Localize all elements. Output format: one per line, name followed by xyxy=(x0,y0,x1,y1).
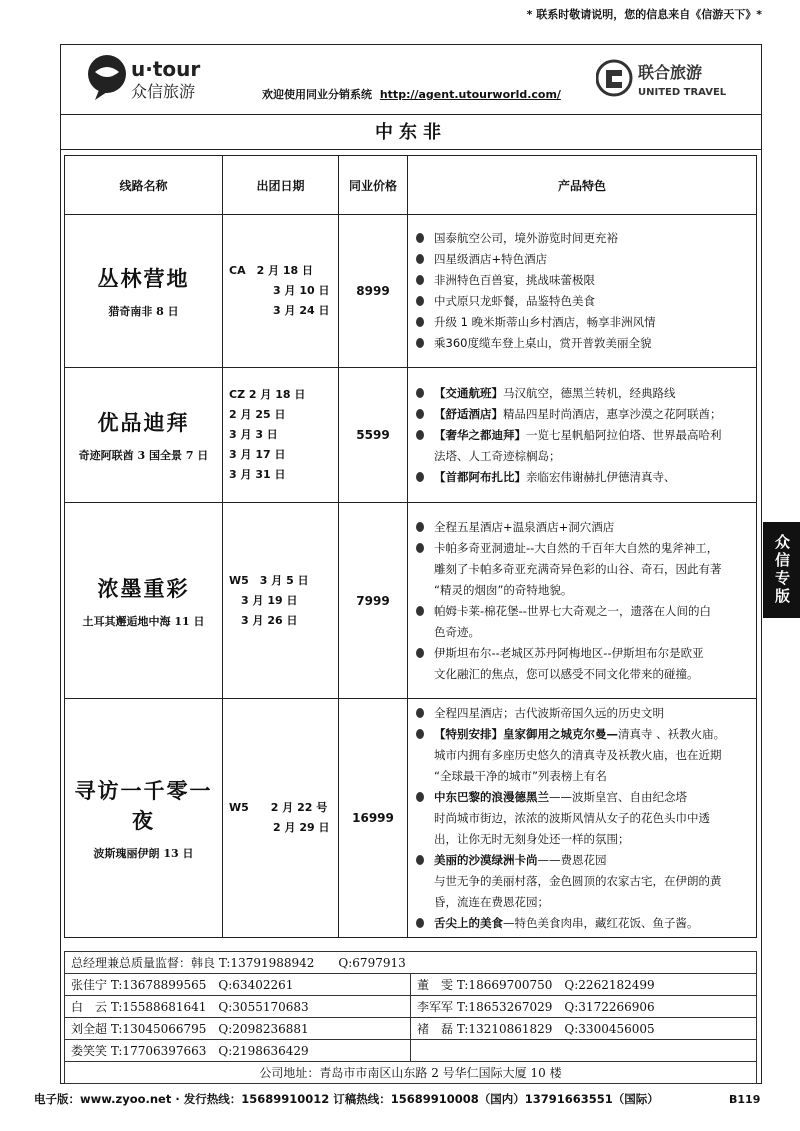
feature-text-wrap xyxy=(434,787,687,808)
feature-text: 色奇迹。 xyxy=(434,624,480,639)
feature-line xyxy=(416,913,750,934)
feature-line xyxy=(416,766,750,787)
feature-text: 升级 1 晚米斯蒂山乡村酒店，畅享非洲风情 xyxy=(434,315,656,329)
feature-highlight: 【奢华之都迪拜】 xyxy=(434,427,526,442)
feature-text: 精品四星时尚酒店，惠享沙漠之花阿联酋； xyxy=(503,406,722,421)
bullet-icon xyxy=(416,792,424,802)
contact-row xyxy=(65,996,757,1018)
departure-date: W5 2 月 22 号 xyxy=(229,801,328,814)
feature-highlight: 中东巴黎的浪漫德黑兰 xyxy=(434,789,549,804)
contact-row xyxy=(65,1040,757,1062)
tour-row xyxy=(65,215,757,368)
united-travel-en: UNITED TRAVEL xyxy=(638,87,727,98)
col-dates: 出团日期 xyxy=(223,156,339,215)
bullet-icon xyxy=(416,275,424,285)
agent-price: 16999 xyxy=(339,699,408,938)
feature-text: ——波斯皇宫、自由纪念塔 xyxy=(549,789,687,804)
contact-row xyxy=(65,974,757,996)
feature-text-wrap xyxy=(434,517,614,538)
utour-logo-text: u·tour xyxy=(131,57,201,81)
agent-price: 8999 xyxy=(339,215,408,368)
contact-cell: 娄笑笑 T:17706397663 Q:2198636429 xyxy=(65,1040,411,1062)
contact-cell: 董 雯 T:18669700750 Q:2262182499 xyxy=(411,974,757,996)
feature-text-wrap xyxy=(434,228,618,249)
feature-text-wrap xyxy=(434,425,722,446)
feature-text: 城市内拥有多座历史悠久的清真寺及袄教火庙，也在近期 xyxy=(434,747,722,762)
feature-line xyxy=(416,724,750,745)
feature-text: 清真寺 、袄教火庙。 xyxy=(618,726,726,741)
feature-line xyxy=(416,538,750,559)
feature-text: 帕姆卡莱-棉花堡--世界七大奇观之一，遗落在人间的白 xyxy=(434,603,711,618)
feature-text: ——费恩花园 xyxy=(537,852,607,867)
bullet-icon xyxy=(416,388,424,398)
tour-row xyxy=(65,503,757,699)
feature-line xyxy=(416,425,750,446)
route-name-cell xyxy=(65,368,223,503)
tour-row xyxy=(65,699,757,938)
bullet-icon xyxy=(416,472,424,482)
col-price: 同业价格 xyxy=(339,156,408,215)
product-features-cell xyxy=(408,215,757,368)
bullet-icon xyxy=(416,543,424,553)
feature-text: 卡帕多奇亚洞遗址--大自然的千百年大自然的鬼斧神工， xyxy=(434,540,719,555)
bullet-icon xyxy=(416,708,424,718)
feature-text: 时尚城市街边，浓浓的波斯风情从女子的花色头巾中透 xyxy=(434,810,710,825)
bullet-icon xyxy=(416,606,424,616)
route-subtitle: 波斯瑰丽伊朗 13 日 xyxy=(93,847,194,860)
page-number: B119 xyxy=(729,1093,761,1106)
bullet-icon xyxy=(416,296,424,306)
footer-info: 电子版：www.zyoo.net · 发行热线：15689910012 订稿热线：15689910008（国内）13791663551（国际） xyxy=(34,1092,659,1106)
feature-text: 雕刻了卡帕多奇亚充满奇异色彩的山谷、奇石，因此有著 xyxy=(434,561,722,576)
feature-text-wrap xyxy=(434,664,699,685)
feature-text: 四星级酒店+特色酒店 xyxy=(434,252,548,266)
feature-text: 马汉航空，德黑兰转机，经典路线 xyxy=(503,385,676,400)
feature-text: 文化融汇的焦点，您可以感受不同文化带来的碰撞。 xyxy=(434,666,699,681)
feature-text: 法塔、人工奇迹棕榈岛； xyxy=(434,448,561,463)
page-title: 中东非 xyxy=(375,122,447,143)
tour-row xyxy=(65,368,757,503)
contact-cell: 李军军 T:18653267029 Q:3172266906 xyxy=(411,996,757,1018)
contact-cell: 褚 磊 T:13210861829 Q:3300456005 xyxy=(411,1018,757,1040)
feature-highlight: 【特别安排】皇家御用之城克尔曼— xyxy=(434,726,618,741)
feature-text: 中式原只龙虾餐，品鉴特色美食 xyxy=(434,294,595,308)
feature-line xyxy=(416,664,750,685)
feature-text: 亲临宏伟谢赫扎伊德清真寺、 xyxy=(526,469,676,484)
feature-text-wrap xyxy=(434,383,676,404)
feature-text: 伊斯坦布尔--老城区苏丹阿梅地区--伊斯坦布尔是欧亚 xyxy=(434,645,704,660)
feature-line xyxy=(416,404,750,425)
product-features-cell xyxy=(408,699,757,938)
agent-price: 5599 xyxy=(339,368,408,503)
product-features-cell xyxy=(408,368,757,503)
col-route-name: 线路名称 xyxy=(65,156,223,215)
feature-line xyxy=(416,850,750,871)
feature-line xyxy=(416,249,750,270)
feature-text: 全程四星酒店；古代波斯帝国久远的历史文明 xyxy=(434,705,664,720)
feature-line xyxy=(416,745,750,766)
departure-date: 3 月 17 日 xyxy=(229,448,286,461)
feature-line xyxy=(416,601,750,622)
company-address: 公司地址：青岛市市南区山东路 2 号华仁国际大厦 10 楼 xyxy=(65,1062,757,1084)
contact-cell: 张佳宁 T:13678899565 Q:63402261 xyxy=(65,974,411,996)
feature-text: 全程五星酒店+温泉酒店+洞穴酒店 xyxy=(434,519,615,534)
feature-line xyxy=(416,446,750,467)
feature-text: “精灵的烟囱”的奇特地貌。 xyxy=(434,582,573,597)
route-name-cell xyxy=(65,699,223,938)
bullet-icon xyxy=(416,855,424,865)
bullet-icon xyxy=(416,254,424,264)
united-travel-logo-icon xyxy=(596,58,746,102)
feature-line xyxy=(416,892,750,913)
route-name: 丛林营地 xyxy=(97,266,190,291)
product-features-cell xyxy=(408,503,757,699)
departure-dates-cell xyxy=(223,503,339,699)
departure-dates-cell xyxy=(223,215,339,368)
bullet-icon xyxy=(416,409,424,419)
bullet-icon xyxy=(416,338,424,348)
col-features: 产品特色 xyxy=(408,156,757,215)
route-name: 优品迪拜 xyxy=(97,410,190,435)
feature-text-wrap xyxy=(434,538,718,559)
feature-highlight: 【交通航班】 xyxy=(434,385,503,400)
feature-text-wrap xyxy=(434,703,664,724)
welcome-text: 欢迎使用同业分销系统 xyxy=(262,88,372,101)
header-divider xyxy=(60,114,762,115)
departure-date: 3 月 3 日 xyxy=(229,428,278,441)
feature-line xyxy=(416,559,750,580)
title-divider xyxy=(60,149,762,150)
feature-text-wrap xyxy=(434,270,595,291)
feature-text: “全球最干净的城市”列表榜上有名 xyxy=(434,768,607,783)
departure-date: CZ 2 月 18 日 xyxy=(229,388,306,401)
feature-line xyxy=(416,228,750,249)
feature-text-wrap xyxy=(434,850,607,871)
departure-date: 2 月 29 日 xyxy=(273,821,330,834)
route-subtitle: 猎奇南非 8 日 xyxy=(108,305,179,318)
feature-line xyxy=(416,808,750,829)
bullet-icon xyxy=(416,317,424,327)
route-subtitle: 奇迹阿联酋 3 国全景 7 日 xyxy=(78,449,209,462)
utour-logo-icon xyxy=(85,52,225,102)
feature-text-wrap xyxy=(434,467,676,488)
feature-highlight: 【舒适酒店】 xyxy=(434,406,503,421)
route-name: 寻访一千零一夜 xyxy=(74,778,213,833)
feature-text: 乘360度缆车登上桌山，赏开普敦美丽全貌 xyxy=(434,336,652,350)
feature-text: 国泰航空公司，境外游览时间更充裕 xyxy=(434,231,618,245)
contact-row xyxy=(65,1018,757,1040)
feature-line xyxy=(416,467,750,488)
departure-dates-cell xyxy=(223,368,339,503)
bullet-icon xyxy=(416,729,424,739)
departure-dates-cell xyxy=(223,699,339,938)
feature-text-wrap xyxy=(434,580,572,601)
departure-date: 3 月 19 日 xyxy=(241,593,298,607)
departure-date: 3 月 26 日 xyxy=(241,613,298,627)
departure-date: 3 月 31 日 xyxy=(229,468,286,481)
feature-text: 一览七星帆船阿拉伯塔、世界最高哈利 xyxy=(526,427,722,442)
feature-text-wrap xyxy=(434,808,710,829)
contact-cell: 刘全超 T:13045066795 Q:2098236881 xyxy=(65,1018,411,1040)
route-name: 浓墨重彩 xyxy=(97,575,190,601)
agent-price: 7999 xyxy=(339,503,408,699)
feature-line xyxy=(416,270,750,291)
feature-text: 非洲特色百兽宴，挑战味蕾极限 xyxy=(434,273,595,287)
feature-text-wrap xyxy=(434,601,711,622)
contact-cell xyxy=(411,1040,757,1062)
feature-text-wrap xyxy=(434,913,699,934)
side-tab-label: 众信专版 xyxy=(763,522,800,618)
feature-highlight: 舌尖上的美食 xyxy=(434,915,503,930)
feature-text-wrap xyxy=(434,871,722,892)
contact-table xyxy=(64,951,757,1084)
feature-line xyxy=(416,787,750,808)
feature-highlight: 美丽的沙漠绿洲卡尚 xyxy=(434,852,538,867)
feature-text-wrap xyxy=(434,559,722,580)
tour-table-header xyxy=(65,156,757,215)
feature-text: —特色美食肉串，藏红花饭、鱼子酱。 xyxy=(503,915,699,930)
agent-url-link[interactable]: http://agent.utourworld.com/ xyxy=(379,88,561,101)
united-travel-logo xyxy=(596,58,746,102)
departure-date: 3 月 10 日 xyxy=(273,284,330,297)
feature-line xyxy=(416,312,750,333)
route-subtitle: 土耳其邂逅地中海 11 日 xyxy=(82,614,205,628)
feature-text: 与世无争的美丽村落，金色圆顶的农家古宅，在伊朗的黄 xyxy=(434,873,722,888)
feature-text-wrap xyxy=(434,312,656,333)
feature-text-wrap xyxy=(434,643,704,664)
feature-text-wrap xyxy=(434,404,722,425)
contact-manager-row xyxy=(65,952,757,974)
feature-line xyxy=(416,622,750,643)
feature-line xyxy=(416,383,750,404)
feature-text-wrap xyxy=(434,829,630,850)
feature-text-wrap xyxy=(434,724,725,745)
united-travel-cn: 联合旅游 xyxy=(638,63,703,82)
feature-line xyxy=(416,703,750,724)
bullet-icon xyxy=(416,918,424,928)
feature-text: 出，让你无时无刻身处还一样的氛围； xyxy=(434,831,630,846)
bullet-icon xyxy=(416,430,424,440)
bullet-icon xyxy=(416,233,424,243)
departure-date: 2 月 25 日 xyxy=(229,408,286,421)
route-name-cell xyxy=(65,215,223,368)
tour-table xyxy=(64,155,757,938)
departure-date: 3 月 24 日 xyxy=(273,304,330,317)
manager-contact: 总经理兼总质量监督：韩良 T:13791988942 Q:6797913 xyxy=(65,952,757,974)
feature-text: 昏，流连在费恩花园； xyxy=(434,894,549,909)
feature-line xyxy=(416,643,750,664)
info-source-notice: * 联系时敬请说明，您的信息来自《信游天下》* xyxy=(526,8,762,21)
feature-text-wrap xyxy=(434,745,722,766)
utour-logo xyxy=(85,52,225,102)
utour-logo-cn: 众信旅游 xyxy=(131,82,196,101)
feature-text-wrap xyxy=(434,892,549,913)
feature-text-wrap xyxy=(434,333,651,354)
feature-text-wrap xyxy=(434,446,561,467)
departure-date: CA 2 月 18 日 xyxy=(229,264,314,277)
departure-date: W5 3 月 5 日 xyxy=(229,573,309,587)
feature-line xyxy=(416,333,750,354)
route-name-cell xyxy=(65,503,223,699)
feature-line xyxy=(416,291,750,312)
welcome-line xyxy=(262,86,561,102)
feature-line xyxy=(416,517,750,538)
feature-highlight: 【首都阿布扎比】 xyxy=(434,469,526,484)
feature-text-wrap xyxy=(434,766,607,787)
feature-text-wrap xyxy=(434,249,547,270)
feature-line xyxy=(416,580,750,601)
feature-line xyxy=(416,829,750,850)
feature-text-wrap xyxy=(434,291,595,312)
feature-line xyxy=(416,871,750,892)
bullet-icon xyxy=(416,522,424,532)
address-row xyxy=(65,1062,757,1084)
feature-text-wrap xyxy=(434,622,480,643)
bullet-icon xyxy=(416,648,424,658)
contact-cell: 白 云 T:15588681641 Q:3055170683 xyxy=(65,996,411,1018)
